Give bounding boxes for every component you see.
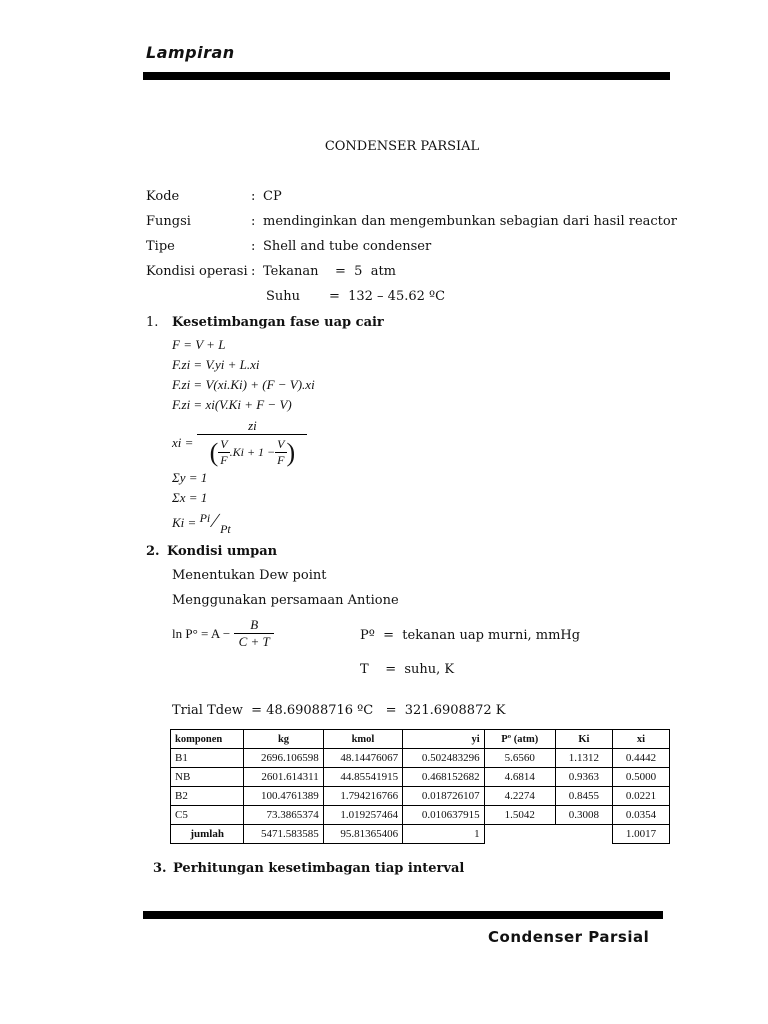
header-kg: kg bbox=[244, 730, 323, 749]
spec-value-suhu: Suhu = 132 – 45.62 ºC bbox=[266, 289, 446, 304]
f-symbol: F bbox=[220, 453, 228, 467]
cell-komponen: B2 bbox=[171, 787, 244, 806]
cell-blank bbox=[484, 825, 555, 844]
table-total-row bbox=[171, 825, 670, 844]
header-xi: xi bbox=[612, 730, 669, 749]
xi-denominator bbox=[197, 435, 307, 468]
v-over-f-2 bbox=[275, 437, 286, 468]
cell-total-kg: 5471.583585 bbox=[244, 825, 323, 844]
spec-label-fungsi: Fungsi bbox=[146, 214, 191, 229]
equation-ki bbox=[172, 510, 231, 536]
xi-fraction bbox=[197, 418, 307, 468]
equation-substitution: F.zi = V(xi.Ki) + (F − V).xi bbox=[172, 377, 315, 392]
cell-komponen: B1 bbox=[171, 749, 244, 768]
definition-t: T = suhu, K bbox=[360, 662, 455, 677]
cell-yi: 0.502483296 bbox=[403, 749, 484, 768]
cell-p-atm: 4.2274 bbox=[484, 787, 555, 806]
text-dew-point: Menentukan Dew point bbox=[172, 568, 327, 583]
xi-lhs: xi = bbox=[172, 435, 194, 450]
cell-ki: 0.3008 bbox=[555, 806, 612, 825]
lnp-fraction bbox=[234, 617, 274, 650]
spec-label-tipe: Tipe bbox=[146, 239, 175, 254]
cell-kg: 73.3865374 bbox=[244, 806, 323, 825]
equation-antoine bbox=[172, 617, 274, 650]
table-row bbox=[171, 768, 670, 787]
cell-yi: 0.010637915 bbox=[403, 806, 484, 825]
cell-xi: 0.5000 bbox=[612, 768, 669, 787]
ki-term: .Ki + 1 − bbox=[229, 445, 276, 459]
ki-lhs: Ki = bbox=[172, 515, 197, 530]
section-number: 3. bbox=[153, 861, 167, 876]
spec-value-tekanan: Tekanan = 5 atm bbox=[263, 264, 397, 279]
table-body bbox=[171, 730, 670, 844]
table-row bbox=[171, 749, 670, 768]
spec-sep: : bbox=[251, 214, 256, 229]
spec-value-fungsi: mendinginkan dan mengembunkan sebagian dari hasil reactor bbox=[263, 214, 677, 229]
cell-kmol: 1.794216766 bbox=[323, 787, 402, 806]
definition-p: Pº = tekanan uap murni, mmHg bbox=[360, 628, 581, 643]
equation-sum-y: Σy = 1 bbox=[172, 470, 208, 485]
trial-tdew: Trial Tdew = 48.69088716 ºC = 321.6908872 K bbox=[172, 703, 506, 718]
paren-close: ) bbox=[286, 437, 296, 467]
header-komponen: komponen bbox=[171, 730, 244, 749]
cell-komponen: C5 bbox=[171, 806, 244, 825]
cell-ki: 0.8455 bbox=[555, 787, 612, 806]
cell-p-atm: 4.6814 bbox=[484, 768, 555, 787]
f-symbol: F bbox=[277, 453, 285, 467]
cell-kmol: 44.85541915 bbox=[323, 768, 402, 787]
lnp-denominator: C + T bbox=[238, 634, 270, 649]
cell-kg: 100.4761389 bbox=[244, 787, 323, 806]
equation-factored: F.zi = xi(V.Ki + F − V) bbox=[172, 397, 292, 412]
cell-total-yi: 1 bbox=[403, 825, 484, 844]
header-title: Lampiran bbox=[146, 43, 235, 62]
xi-numerator: zi bbox=[197, 418, 307, 435]
spec-value-kode: CP bbox=[263, 189, 282, 204]
cell-kmol: 48.14476067 bbox=[323, 749, 402, 768]
cell-p-atm: 1.5042 bbox=[484, 806, 555, 825]
cell-blank bbox=[555, 825, 612, 844]
component-table bbox=[170, 729, 670, 844]
cell-total-kmol: 95.81365406 bbox=[323, 825, 402, 844]
cell-yi: 0.468152682 bbox=[403, 768, 484, 787]
table-row bbox=[171, 806, 670, 825]
cell-p-atm: 5.6560 bbox=[484, 749, 555, 768]
cell-kg: 2601.614311 bbox=[244, 768, 323, 787]
cell-kmol: 1.019257464 bbox=[323, 806, 402, 825]
lnp-numerator: B bbox=[234, 617, 274, 634]
section-title-kesetimbangan: Kesetimbangan fase uap cair bbox=[172, 315, 384, 330]
header-ki: Ki bbox=[555, 730, 612, 749]
table-row bbox=[171, 787, 670, 806]
section-title-kondisi: Kondisi umpan bbox=[167, 544, 278, 559]
section-number: 1. bbox=[146, 315, 159, 330]
v-symbol: V bbox=[277, 437, 285, 451]
v-over-f-1 bbox=[218, 437, 229, 468]
equation-mass-balance: F = V + L bbox=[172, 337, 226, 352]
equation-sum-x: Σx = 1 bbox=[172, 490, 208, 505]
cell-xi: 0.0354 bbox=[612, 806, 669, 825]
spec-sep: : bbox=[251, 189, 256, 204]
header-yi: yi bbox=[403, 730, 484, 749]
equation-component-balance: F.zi = V.yi + L.xi bbox=[172, 357, 260, 372]
header-p-atm: Pº (atm) bbox=[484, 730, 555, 749]
spec-label-kode: Kode bbox=[146, 189, 180, 204]
cell-xi: 0.0221 bbox=[612, 787, 669, 806]
ki-numerator: Pi bbox=[199, 511, 211, 525]
footer-title: Condenser Parsial bbox=[488, 928, 650, 946]
cell-kg: 2696.106598 bbox=[244, 749, 323, 768]
ki-slash: ∕ bbox=[213, 510, 217, 532]
page-title: CONDENSER PARSIAL bbox=[324, 139, 480, 154]
lnp-lhs: ln P° = A − bbox=[172, 625, 231, 641]
spec-label-kondisi: Kondisi operasi bbox=[146, 264, 248, 279]
cell-komponen: NB bbox=[171, 768, 244, 787]
spec-sep: : bbox=[251, 239, 256, 254]
ki-denominator: Pt bbox=[220, 522, 231, 536]
cell-xi: 0.4442 bbox=[612, 749, 669, 768]
cell-jumlah-label: jumlah bbox=[171, 825, 244, 844]
cell-total-xi: 1.0017 bbox=[612, 825, 669, 844]
cell-ki: 1.1312 bbox=[555, 749, 612, 768]
header-rule bbox=[143, 72, 670, 80]
table-header-row bbox=[171, 730, 670, 749]
spec-sep: : bbox=[251, 264, 256, 279]
footer-rule bbox=[143, 911, 663, 919]
v-symbol: V bbox=[220, 437, 228, 451]
section-title-perhitungan: Perhitungan kesetimbagan tiap interval bbox=[173, 861, 465, 876]
header-kmol: kmol bbox=[323, 730, 402, 749]
cell-yi: 0.018726107 bbox=[403, 787, 484, 806]
section-number: 2. bbox=[146, 544, 160, 559]
text-antoine: Menggunakan persamaan Antione bbox=[172, 593, 399, 608]
spec-value-tipe: Shell and tube condenser bbox=[263, 239, 432, 254]
paren-open: ( bbox=[209, 437, 219, 467]
equation-xi bbox=[172, 417, 307, 469]
cell-ki: 0.9363 bbox=[555, 768, 612, 787]
